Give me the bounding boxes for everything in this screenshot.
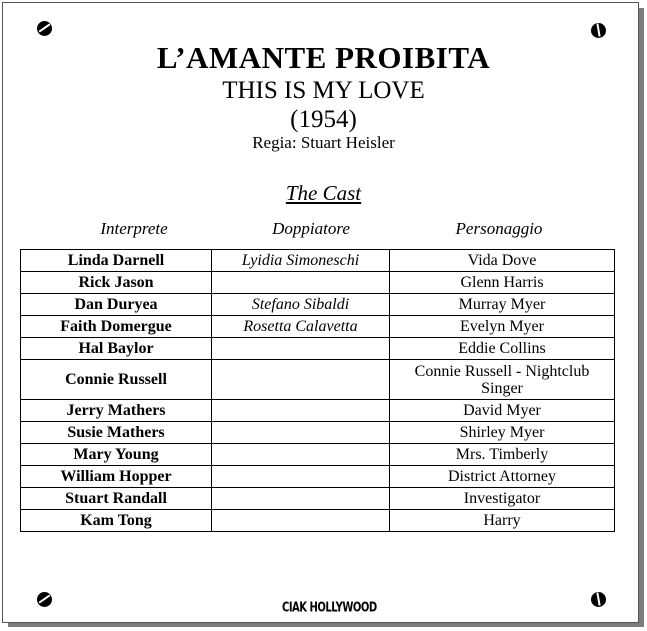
cell-dubber: Rosetta Calavetta [212, 316, 390, 338]
cast-table [20, 249, 615, 532]
cell-role: Connie Russell - Nightclub Singer [390, 360, 615, 400]
cell-role: Evelyn Myer [390, 316, 615, 338]
cell-actor: Kam Tong [21, 510, 212, 532]
table-row [21, 316, 615, 338]
cell-actor: Linda Darnell [21, 250, 212, 272]
cell-actor: Faith Domergue [21, 316, 212, 338]
column-header-interprete: Interprete [100, 219, 168, 238]
table-row [21, 510, 615, 532]
cell-role: Harry [390, 510, 615, 532]
cell-dubber: Stefano Sibaldi [212, 294, 390, 316]
cell-dubber: Lyidia Simoneschi [212, 250, 390, 272]
screw-top-left-icon [37, 21, 52, 36]
cell-dubber [212, 400, 390, 422]
cast-heading: The Cast [285, 181, 362, 205]
cell-dubber [212, 466, 390, 488]
director-credit: Regia: Stuart Heisler [252, 133, 395, 152]
cell-role: Glenn Harris [390, 272, 615, 294]
cell-actor: William Hopper [21, 466, 212, 488]
cell-role: Mrs. Timberly [390, 444, 615, 466]
cell-actor: Rick Jason [21, 272, 212, 294]
ciak-hollywood-logo: CIAK HOLLYWOOD [282, 601, 377, 616]
cell-actor: Hal Baylor [21, 338, 212, 360]
cell-actor: Jerry Mathers [21, 400, 212, 422]
cell-actor: Susie Mathers [21, 422, 212, 444]
cell-dubber [212, 444, 390, 466]
table-row [21, 294, 615, 316]
table-row [21, 338, 615, 360]
table-row [21, 360, 615, 400]
column-header-personaggio: Personaggio [455, 219, 543, 238]
table-row [21, 250, 615, 272]
table-row [21, 400, 615, 422]
original-title: THIS IS MY LOVE [222, 77, 425, 104]
cell-dubber [212, 272, 390, 294]
cell-actor: Stuart Randall [21, 488, 212, 510]
cell-dubber [212, 488, 390, 510]
cell-role: Investigator [390, 488, 615, 510]
table-row [21, 488, 615, 510]
screw-top-right-icon [591, 23, 606, 38]
screw-bottom-right-icon [591, 592, 606, 607]
table-row [21, 272, 615, 294]
cell-role: Shirley Myer [390, 422, 615, 444]
cell-role: David Myer [390, 400, 615, 422]
cell-dubber [212, 360, 390, 400]
cell-role: Murray Myer [390, 294, 615, 316]
cell-role: District Attorney [390, 466, 615, 488]
screw-bottom-left-icon [37, 592, 52, 607]
cell-actor: Mary Young [21, 444, 212, 466]
cell-actor: Connie Russell [21, 360, 212, 400]
cell-dubber [212, 422, 390, 444]
column-header-doppiatore: Doppiatore [272, 219, 350, 238]
release-year: (1954) [290, 106, 357, 133]
cell-dubber [212, 338, 390, 360]
table-row [21, 444, 615, 466]
table-row [21, 466, 615, 488]
page-title: L’AMANTE PROIBITA [156, 40, 491, 75]
cell-role: Eddie Collins [390, 338, 615, 360]
table-row [21, 422, 615, 444]
cell-role: Vida Dove [390, 250, 615, 272]
cell-dubber [212, 510, 390, 532]
cell-actor: Dan Duryea [21, 294, 212, 316]
